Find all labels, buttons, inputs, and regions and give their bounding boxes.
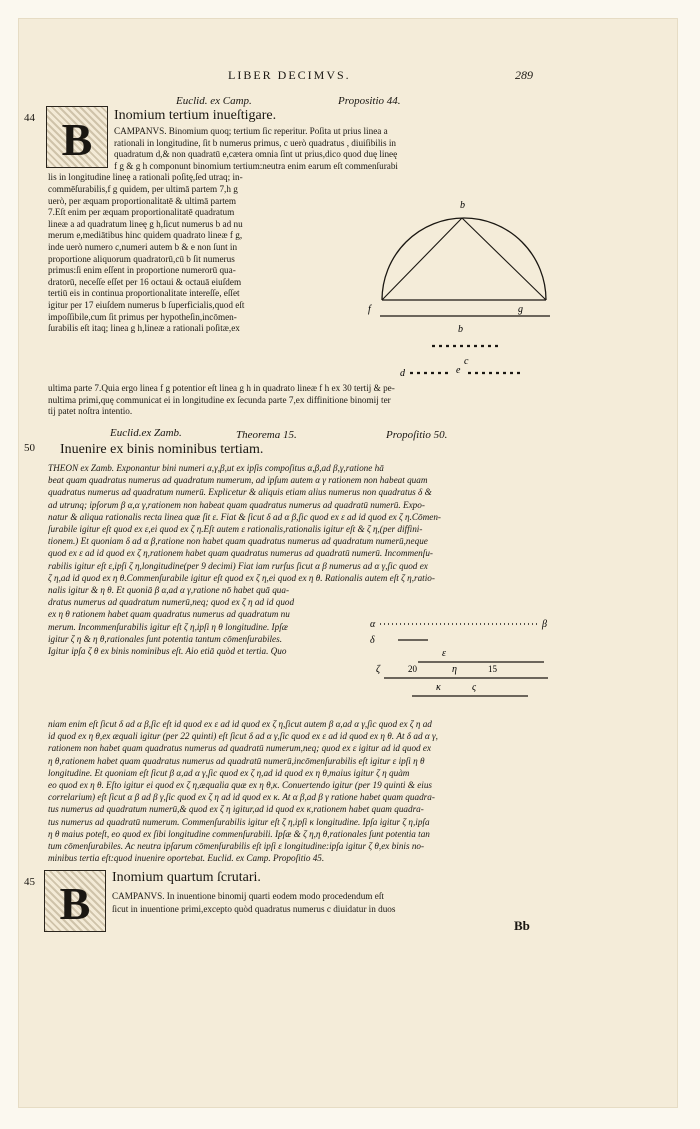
label-beta: β [542,619,547,630]
margin-number: 45 [24,876,35,888]
text-line: dratorū, neceſſe eſſet per 16 octaui & octauā eiuſdem [48,276,242,287]
text-line: id quod ex η θ,ex æquali igitur (per 22 quinti) eſt ſicut δ ad α γ,ſic quod ex ε ad id quod ex η θ. At δ ad α γ, [48,731,438,742]
paragraph-top [114,126,542,172]
label-g: g [518,304,523,315]
text-line: rabilis igitur eſt ε,ipſi ζ η,longitudine(per 9 decimi) Fiat iam rurſus ſicut α β numerus ad α γ,ſic quod ex [48,560,428,571]
text-line: tij patet noſtra intentio. [48,406,133,417]
text-line: η θ maius poteſt, eo quod ex ſibi longitudine commenſurabili. Ipſæ & ζ η,η θ,rationales ſunt potentia tan [48,828,430,839]
initial-letter: B [61,114,93,165]
text-line: correlarium) eſt ſicut α β ad β γ,ſic quod ex ζ η ad id quod ex κ. At α β,ad β γ ratione habet quam quadra- [48,792,435,803]
text-line: natur & aliqua rationalis recta linea quæ ſit ε. Fiat & ſicut δ ad α β,ſic quod ex ε ad id quod ex ζ η.Cōmen- [48,511,441,522]
text-line: uerò, per æquam proportionalitatē & ultimā partem [48,195,237,206]
text-line: Igitur ipſa ζ θ ex binis nominibus eſt. Aio etiā quòd et tertia. Quo [48,646,287,657]
proposition-label: Propoſitio 50. [386,429,448,441]
text-line: f g & g h componunt binomium tertium:neutra enim earum eſt commenſurabi [114,160,398,171]
section-heading: Inomium quartum ſcrutari. [112,870,261,885]
text-line: ultima parte 7.Quia ergo linea f g potentior eſt linea g h in quadrato lineæ f h ex 30 tertij & pe- [48,383,395,393]
label-kappa: κ [436,682,441,693]
text-line: commēſurabilis,f g quidem, per ultimā partem 7,h g [48,184,238,194]
paragraph-conclusion [48,383,648,418]
text-line: minibus tertia eſt:quod inuenire oportebat. Euclid. ex Camp. Propoſitio 45. [48,853,325,864]
paragraph-theon-bottom [48,718,658,864]
text-line: ſurabilis eſt itaq; linea g h,lineæ a rationali poſitæ,ex [48,323,240,334]
text-line: tus numerus ad quadratum numerū,& quod ex ζ η igitur,ad id quod ex κ,rationem habet quam quadra- [48,804,424,815]
text-line: ζ η,ad id quod ex η θ.Commenſurabile igitur eſt quod ex ζ η,ei quod ex η θ. Rationalis autem eſt ζ η,ratio- [48,572,435,583]
paragraph-theon-left [48,584,378,657]
text-line: CAMPANVS. In inuentione binomij quarti eodem modo procedendum eſt [112,891,384,901]
proposition-label: Propositio 44. [338,95,401,107]
text-line: inde uerò numero c,numeri autem b & e non ſunt in [48,241,238,252]
catchword: Bb [514,918,530,933]
label-alpha: α [370,619,376,630]
label-epsilon: ε [442,648,446,659]
text-line: quadratum d,& non quadratū e,cætera omnia ſint ut prius,dico quod duę lineę [114,149,398,160]
value-15: 15 [488,664,497,674]
text-line: dratus numerus ad quadratum numerū,neq; quod ex ζ η ad id quod [48,597,295,608]
text-line: merum e,mediātibus hinc quidem quadrato lineæ f g, [48,230,243,241]
decorated-initial [46,106,108,168]
chord-right [462,218,546,300]
running-header: LIBER DECIMVS. [228,68,351,82]
text-line: tum cōmenſurabiles. Ac neutra ipſarum cōmenſurabilis eſt ipſi ε longitudine:ipſa igitur ζ θ,ex binis no- [48,841,425,852]
paragraph-theon-top [48,462,658,584]
decorated-initial [44,870,106,932]
text-line: lineæ a ad quadratum lineę g h,ſicut numerus b ad nu [48,218,243,229]
text-line: THEON ex Zamb. Exponantur bini numeri α,γ,β,ut ex ipſis compoſitus α,β,ad β,γ,ratione hā [48,463,384,473]
semicircle-figure [360,188,570,378]
text-line: CAMPANVS. Binomium quoq; tertium ſic reperitur. Poſita ut prius linea a [114,126,388,136]
text-line: niam enim eſt ſicut δ ad α β,ſic eſt id quod ex ε ad id quod ex ζ η,ſicut autem β α,ad α γ,ſic quod ex ζ η ad [48,719,432,729]
text-line: tertiū eis in continua proportionalitate intereſſe, eſſet [48,288,240,299]
label-d: d [400,368,405,378]
source-line: Euclid. ex Camp. [176,95,252,107]
label-eta: η [452,664,457,675]
text-line: proportione aliquorum quadratorū,cū b ſit numerus [48,253,235,264]
text-line: tus numerus ad quadratū numerum. Commenſurabilis igitur eſt ζ η,ipſi κ longitudine. Ipſa igitur ζ η,ipſa [48,816,430,827]
text-line: merum. Incommenſurabilis igitur eſt ζ η,ipſi η θ longitudine. Ipſæ [48,621,288,632]
label-b2: b [458,324,463,335]
text-line: quod ex ε ad id quod ex ζ η,rationem habet quam quadratus numerus ad quadratū numerū. Incommenſu- [48,548,433,559]
text-line: rationem non habet quam quadratus numerus ad quadratū numerum,neq; quod ex ε igitur ad id quod ex [48,743,432,754]
label-b: b [460,200,465,211]
text-line: impoſſibile,cum ſit primus per hypotheſin,incōmen- [48,311,237,322]
text-line: igitur ζ η & η θ,rationales ſunt potentia tantum cōmenſurabiles. [48,633,283,644]
text-line: eo quod ex η θ. Eſto igitur ei quod ex ζ η,æqualia quæ ex η θ,κ. Conuertendo igitur (per 19 quinti & eius [48,780,432,791]
label-zeta: ζ [376,664,381,675]
text-line: 7.Eſt enim per æquam proportionalitatē quadratum [48,207,235,218]
text-line: ſicut in inuentione primi,excepto quòd quadratus numerus c diuidatur in duos [112,903,396,914]
text-line: nultima primi,quę communicat ei in longitudine ex ſecunda parte 7,ex diffinitione binomij ter [48,394,391,405]
text-line: igitur per 17 eiuſdem numerus b ſuperficialis,quod eſt [48,299,245,310]
text-line: beat quam quadratus numerus ad quadratum numerum, ad ipſum autem α γ rationem non habeat quam [48,475,428,486]
text-line: η θ,rationem habet quam quadratus numerus ad quadratū numerū,incōmenſurabilis eſt igitur ε ipſi η θ [48,755,425,766]
text-line: lis in longitudine lineę a rationali poſitę,ſed utraq; in- [48,172,243,182]
label-delta: δ [370,635,375,646]
text-line: tionem.) Et quoniam δ ad α β,ratione non habet quam quadratus numerus ad quadratum numerū,neque [48,536,428,547]
text-line: ad utrunq; ipſorum β α,α γ,rationem non habeat quam quadratus numerus ad quadratū numerū. Expo- [48,499,425,510]
semicircle-arc [382,218,546,300]
source-line: Euclid.ex Zamb. [110,427,182,439]
text-line: nalis igitur & η θ. Et quoniā β α,ad α γ,ratione nō habet quā qua- [48,585,290,595]
margin-number: 44 [24,112,35,124]
text-line: primus:ſi enim eſſent in proportione numerorū qua- [48,265,236,276]
section-heading: Inuenire ex binis nominibus tertiam. [60,442,264,457]
segments-figure [368,616,558,712]
theorem-label: Theorema 15. [236,429,297,441]
text-line: ex η θ rationem habet quam quadratus numerus ad quadratum nu [48,609,290,620]
value-20: 20 [408,664,417,674]
margin-number: 50 [24,442,35,454]
initial-letter: B [59,878,91,929]
text-line: ſurabile igitur eſt quod ex ε,ei quod ex ζ η.Eſt autem ε rationalis,rationalis igitur eſt & ζ η,(per diffini- [48,524,423,535]
text-line: longitudine. Et quoniam eſt ſicut β α,ad α γ,ſic quod ex ζ η,ad id quod ex η θ,maius igitur ζ η quàm [48,767,410,778]
label-f: f [368,304,371,315]
paragraph-prop45 [112,890,632,915]
text-line: rationali in longitudine, ſit b numerus primus, c uerò quadratus , diuiſibilis in [114,137,396,148]
section-heading: Inomium tertium inueſtigare. [114,108,277,123]
paragraph-left-column [48,184,348,335]
label-e: e [456,365,461,376]
text-line: quadratus numerus ad quadratum numerū. Explicetur & aliquis etiam alius numerus non quadratus δ & [48,487,432,498]
book-page [18,18,678,1108]
label-sigma: ς [472,682,477,693]
page-number: 289 [515,68,533,82]
label-c: c [464,356,469,367]
